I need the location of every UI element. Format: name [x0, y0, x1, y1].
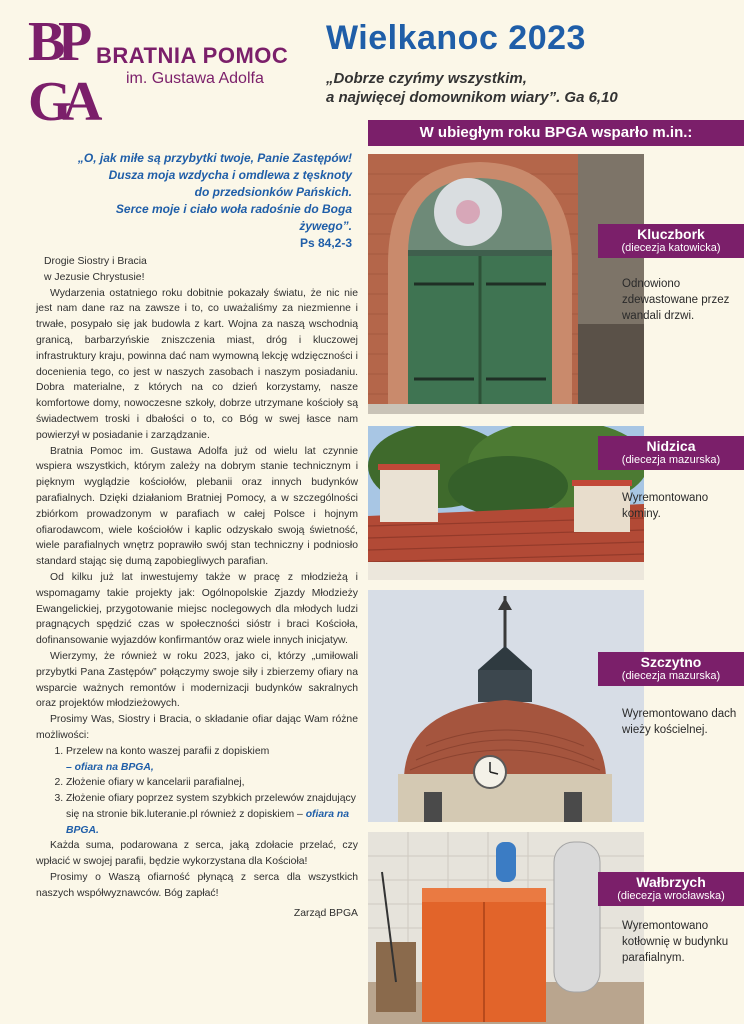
project-tag-szczytno: [598, 652, 744, 686]
option-3-text: Złożenie ofiary poprzez system szybkich przelewów znajdujący się na stronie bik.luteranie.pl również z dopiskiem –: [66, 793, 356, 820]
logo-subtitle: im. Gustawa Adolfa: [126, 70, 264, 87]
project-caption-walbrzych: Wyremontowano kotłownię w budynku parafialnym.: [622, 920, 729, 964]
paragraph-1: Wydarzenia ostatniego roku dobitnie pokazały światu, że nic nie jest nam dane raz na zawsze i to, co uważaliśmy za niezmienne i trwałe, posypało się jak budowla z kart. Wojna za naszą wschodnią granicą, barbarzyńskie zniszczenia miast, dróg i kluczowej infrastruktury kraju, powinna dać nam wymowną lekcję wdzięczności i docenienia tego, co jest w naszych zasobach i naszym posiadaniu. Dobra materialne, z których na co dzień korzystamy, nasze komfortowe domy, nowoczesne szkoły, dobrze utrzymane kościoły są świadectwem troski i dbałości o to, co Bóg w swej łasce nam powierzył w posiadanie i zarządzanie.: [36, 287, 358, 441]
logo-name: BRATNIA POMOC: [96, 43, 289, 68]
project-caption-nidzica: Wyremontowano kominy.: [622, 492, 709, 520]
project-diocese: (diecezja wrocławska): [617, 890, 725, 902]
motto-line-2: a najwięcej domownikom wiary”. Ga 6,10: [326, 89, 618, 106]
project-caption-szczytno: Wyremontowano dach wieży kościelnej.: [622, 708, 737, 736]
photo-kluczbork-door: [368, 154, 644, 414]
quote-reference: Ps 84,2-3: [299, 236, 352, 250]
photo-szczytno-tower: [368, 590, 644, 822]
option-3-highlight: ofiara na BPGA.: [66, 808, 349, 836]
support-banner: W ubiegłym roku BPGA wsparło m.in.:: [368, 120, 744, 146]
svg-text:B: B: [28, 11, 66, 73]
option-1-text: Przelew na konto waszej parafii z dopiskiem: [66, 745, 270, 757]
project-tag-walbrzych: [598, 872, 744, 906]
signature: Zarząd BPGA: [293, 907, 358, 919]
project-caption-kluczbork: Odnowiono zdewastowane przez wandali drzwi.: [622, 278, 730, 322]
quote-line-2: Dusza moja wzdycha i omdlewa z tęsknoty: [108, 168, 352, 182]
letter-body: [36, 254, 358, 921]
project-tag-kluczbork: [598, 224, 744, 258]
motto-line-1: „Dobrze czyńmy wszystkim,: [326, 70, 527, 87]
project-city: Wałbrzych: [636, 874, 706, 890]
paragraph-2: Bratnia Pomoc im. Gustawa Adolfa już od wielu lat czynnie wspiera wszystkich, którym zależy na dobrym stanie technicznym i pięknym wyglądzie kościołów, plebanii oraz innych budynków parafialnych. Dzięki działaniom Bratniej Pomocy, a w szczególności zbiórkom prowadzonym w parafiach w całej Polsce i hojnym ofiarodawcom, wiele kościołów i kaplic odzyskało swoją świetność, wiele parafialnych wnętrz poprawiło swój stan techniczny i podniosło standard stając się dumą zapobiegliwych parafian.: [36, 445, 358, 568]
paragraph-5: Prosimy Was, Siostry i Bracia, o składanie ofiar dając Wam różne możliwości:: [36, 714, 358, 741]
motto: [326, 69, 736, 107]
greeting-line-2: w Jezusie Chrystusie!: [44, 271, 145, 283]
scripture-quote: [60, 150, 352, 252]
option-2: 2. Złożenie ofiary w kancelarii parafialnej,: [66, 775, 358, 791]
project-tag-nidzica: [598, 436, 744, 470]
svg-text:A: A: [62, 71, 103, 126]
paragraph-4: Wierzymy, że również w roku 2023, jako ci, którzy „umiłowali przybytki Pana Zastępów” połączymy swoje siły i zbierzemy ofiary na wsparcie ważnych remontów i modernizacji budynków sakralnych oraz projektów młodzieżowych.: [36, 650, 358, 710]
paragraph-7: Prosimy o Waszą ofiarność płynącą z serca dla wszystkich naszych współwyznawców. Bóg zapłać!: [36, 872, 358, 899]
quote-line-3: do przedsionków Pańskich.: [194, 185, 352, 199]
project-diocese: (diecezja mazurska): [621, 670, 721, 682]
project-city: Szczytno: [640, 654, 702, 670]
option-3: [66, 791, 358, 838]
photo-walbrzych-boiler-room: [368, 832, 644, 1024]
project-diocese: (diecezja mazurska): [621, 454, 721, 466]
project-diocese: (diecezja katowicka): [621, 242, 721, 254]
page-title: Wielkanoc 2023: [326, 19, 586, 57]
paragraph-3: Od kilku już lat inwestujemy także w pracę z młodzieżą i wspomagamy takie projekty jak: Ogólnopolskie Zjazdy Młodzieży Ewangelickiej, przygotowanie miejsc noclegowych dla młodych ludzi pragnących spędzić czas w społeczności sióstr i braci Kościoła, dofinansowanie wyjazdów konfirmantów oraz wiele innych inicjatyw.: [36, 571, 358, 647]
donation-options: [36, 744, 358, 839]
greeting-line-1: Drogie Siostry i Bracia: [44, 256, 147, 267]
option-1-highlight: – ofiara na BPGA,: [66, 761, 154, 773]
svg-text:G: G: [28, 71, 72, 126]
quote-line-1: „O, jak miłe są przybytki twoje, Panie Zastępów!: [77, 151, 352, 165]
svg-text:P: P: [58, 11, 93, 73]
paragraph-6: Każda suma, podarowana z serca, jaką zdołacie przelać, czy wpłacić w swojej parafii, będzie wykorzystana dla Kościoła!: [36, 840, 358, 868]
bpga-logo: [26, 8, 106, 126]
option-1: [66, 744, 358, 776]
project-city: Kluczbork: [637, 226, 705, 242]
project-city: Nidzica: [646, 438, 696, 454]
quote-line-4: Serce moje i ciało woła radośnie do Boga żywego”.: [115, 202, 352, 233]
